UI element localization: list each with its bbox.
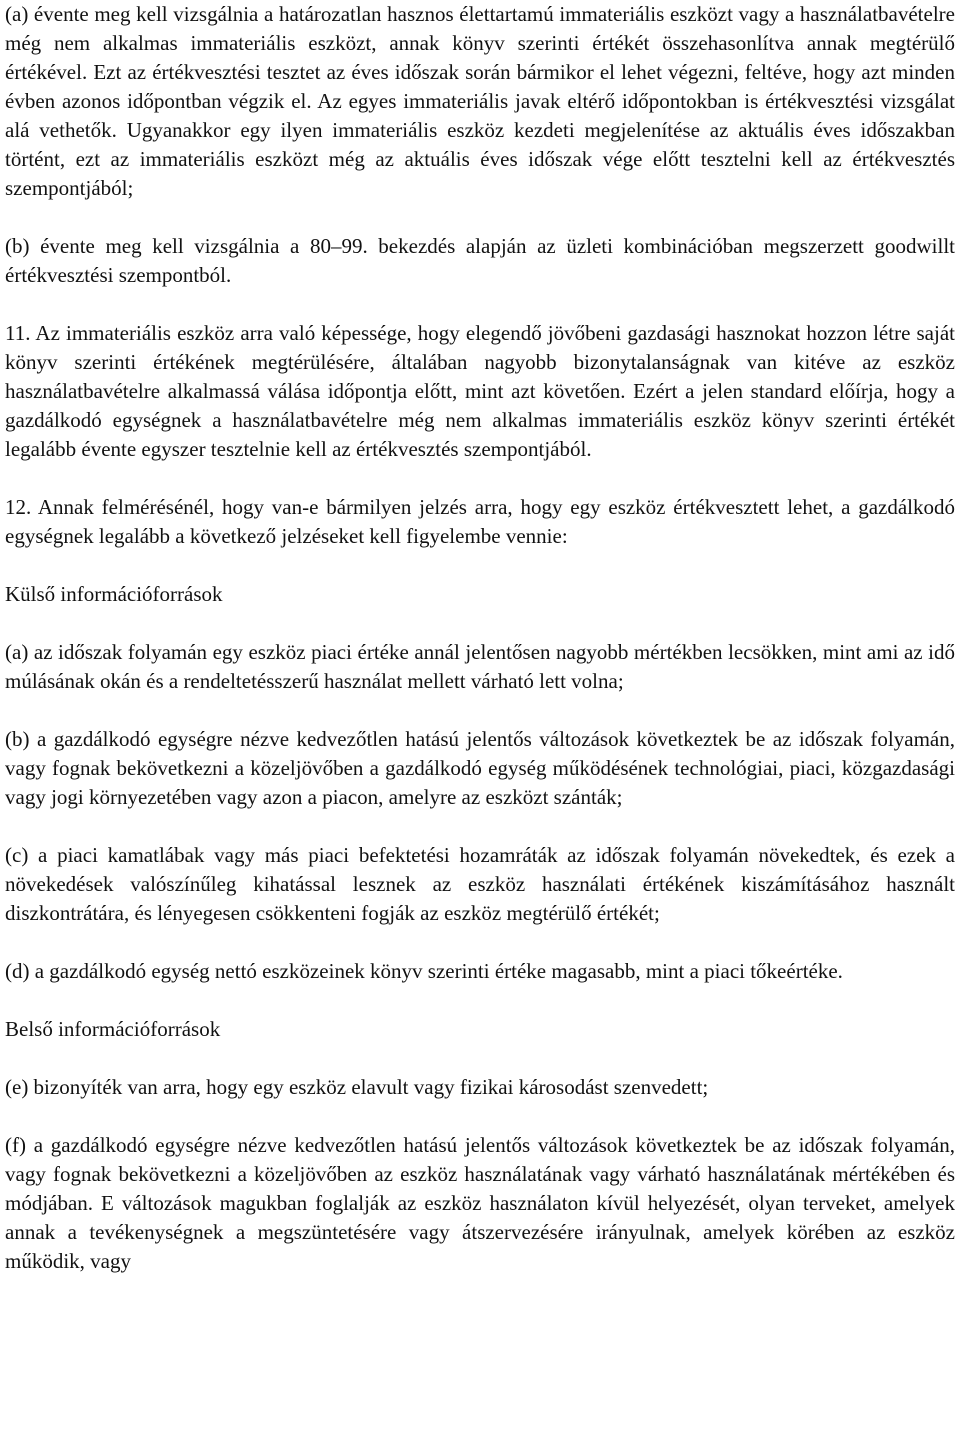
paragraph-gap — [5, 464, 955, 493]
heading-external-sources: Külső információforrások — [5, 582, 223, 606]
paragraph-gap — [5, 812, 955, 841]
indicator-d: (d) a gazdálkodó egység nettó eszközeinek könyv szerinti értéke magasabb, mint a piaci tőkeértéke. — [5, 959, 843, 983]
indicator-f: (f) a gazdálkodó egységre nézve kedvezőtlen hatású jelentős változások következtek be az időszak folyamán, vagy fognak bekövetkezni a közeljövőben az eszköz használatának vagy várható használatának mértékében és módjában. E változások magukban foglalják az eszköz használaton kívül helyezését, olyan terveket, amelyek annak a tevékenységnek a megszüntetésére vagy átszervezésére irányulnak, amelyek körében az eszköz működik, vagy — [5, 1133, 955, 1273]
paragraph-gap — [5, 551, 955, 580]
paragraph-gap — [5, 203, 955, 232]
paragraph-gap — [5, 609, 955, 638]
indicator-b: (b) a gazdálkodó egységre nézve kedvezőtlen hatású jelentős változások következtek be az időszak folyamán, vagy fognak bekövetkezni a közeljövőben a gazdálkodó egység működésének technológiai, piaci, közgazdasági vagy jogi környezetében vagy azon a piacon, amelyre az eszközt szánták; — [5, 727, 955, 809]
indicator-e: (e) bizonyíték van arra, hogy egy eszköz elavult vagy fizikai károsodást szenvedett; — [5, 1075, 709, 1099]
paragraph-b-goodwill-test: (b) évente meg kell vizsgálnia a 80–99. bekezdés alapján az üzleti kombinációban megszerzett goodwillt értékvesztési szempontból. — [5, 234, 955, 287]
paragraph-gap — [5, 1044, 955, 1073]
heading-internal-sources: Belső információforrások — [5, 1017, 221, 1041]
document-page — [5, 0, 955, 1276]
paragraph-a-intangible-test: (a) évente meg kell vizsgálnia a határozatlan hasznos élettartamú immateriális eszközt vagy a használatbavételre még nem alkalmas immateriális eszközt, annak könyv szerinti értékét összehasonlítva annak megtérülő értékével. Ezt az értékvesztési tesztet az éves időszak során bármikor el lehet végezni, feltéve, hogy azt minden évben azonos időpontban végzik el. Az egyes immateriális javak eltérő időpontokban is értékvesztési vizsgálat alá vethetők. Ugyanakkor egy ilyen immateriális eszköz kezdeti megjelenítése az aktuális éves időszakban történt, ezt az immateriális eszközt még az aktuális éves időszak vége előtt tesztelni kell az értékvesztés szempontjából; — [5, 2, 955, 200]
paragraph-gap — [5, 696, 955, 725]
paragraph-gap — [5, 290, 955, 319]
paragraph-gap — [5, 928, 955, 957]
paragraph-12: 12. Annak felmérésénél, hogy van-e bármilyen jelzés arra, hogy egy eszköz értékvesztett lehet, a gazdálkodó egységnek legalább a következő jelzéseket kell figyelembe vennie: — [5, 495, 955, 548]
indicator-a: (a) az időszak folyamán egy eszköz piaci értéke annál jelentősen nagyobb mértékben lecsökken, mint ami az idő múlásának okán és a rendeltetésszerű használat mellett várható lett volna; — [5, 640, 955, 693]
paragraph-gap — [5, 986, 955, 1015]
paragraph-gap — [5, 1102, 955, 1131]
indicator-c: (c) a piaci kamatlábak vagy más piaci befektetési hozamráták az időszak folyamán növekedtek, és ezek a növekedések valószínűleg kihatással lesznek az eszköz használati értékének kiszámításához használt diszkontrátára, és lényegesen csökkenteni fogják az eszköz megtérülő értékét; — [5, 843, 955, 925]
paragraph-11: 11. Az immateriális eszköz arra való képessége, hogy elegendő jövőbeni gazdasági hasznokat hozzon létre saját könyv szerinti értékének megtérülésére, általában nagyobb bizonytalanságnak van kitéve az eszköz használatbavételre alkalmassá válása időpontja előtt, mint azt követően. Ezért a jelen standard előírja, hogy a gazdálkodó egységnek a használatbavételre még nem alkalmas immateriális eszköz könyv szerinti értékét legalább évente egyszer tesztelnie kell az értékvesztés szempontjából. — [5, 321, 955, 461]
